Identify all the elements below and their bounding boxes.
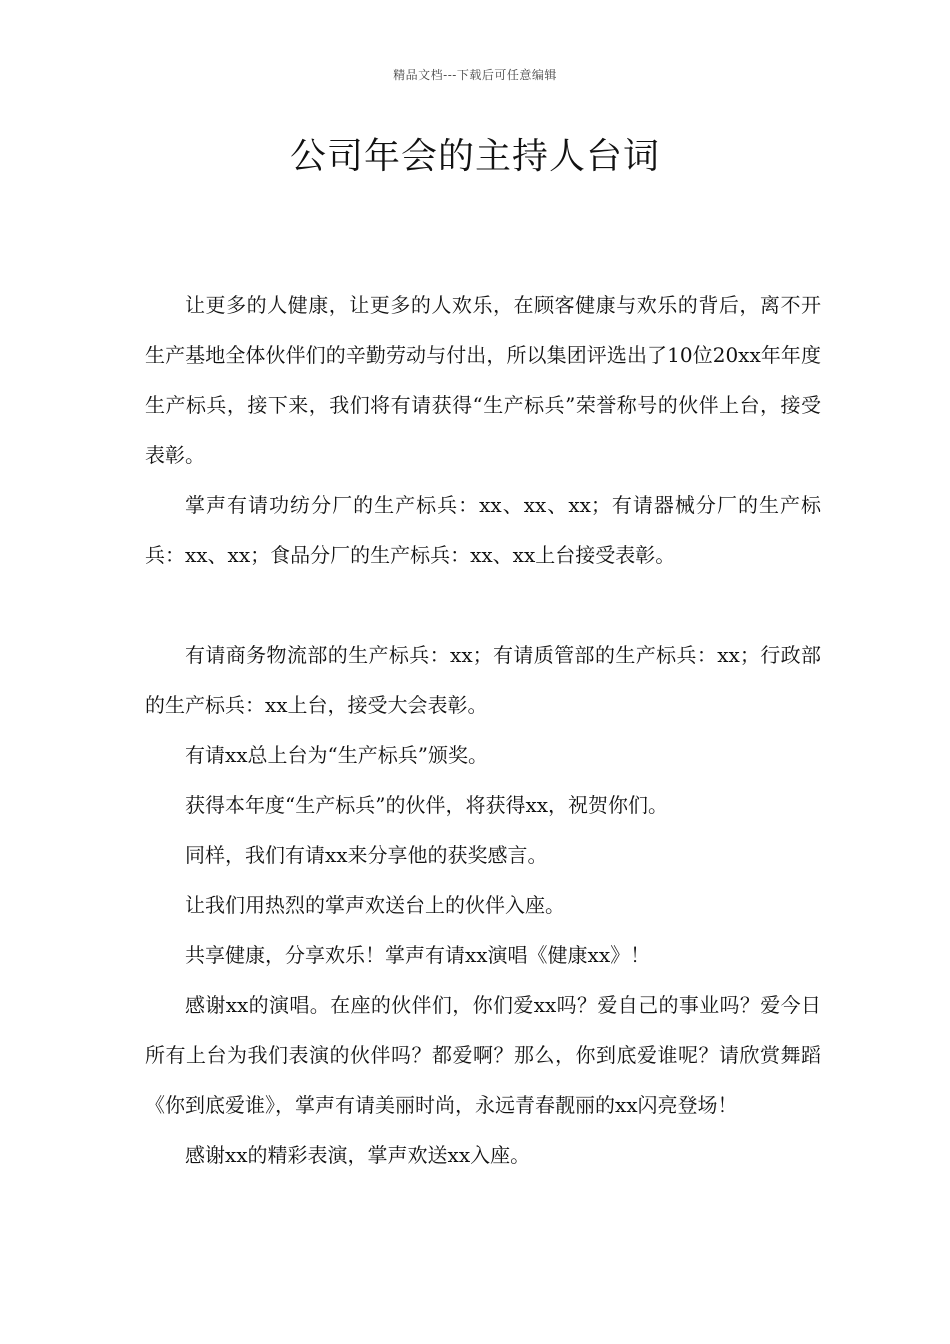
paragraph-presenter: 有请xx总上台为“生产标兵”颁奖。	[185, 743, 489, 767]
paragraph-textile-award: 掌声有请功纺分厂的生产标兵：xx、xx、xx；有请器械分厂的生产标兵：xx、xx；食品分厂的生产标兵：xx、xx上台接受表彰。	[145, 493, 821, 567]
paragraph-speech: 同样，我们有请xx来分享他的获奖感言。	[185, 843, 548, 867]
document-body	[145, 280, 821, 1180]
paragraph-thanks: 感谢xx的精彩表演，掌声欢送xx入座。	[185, 1143, 531, 1167]
document-title: 公司年会的主持人台词	[289, 136, 660, 177]
header-note: 精品文档---下载后可任意编辑	[393, 68, 557, 82]
paragraph-intro: 让更多的人健康，让更多的人欢乐，在顾客健康与欢乐的背后，离不开生产基地全体伙伴们的辛勤劳动与付出，所以集团评选出了10位20xx年年度生产标兵，接下来，我们将有请获得“生产标兵”荣誉称号的伙伴上台，接受表彰。	[145, 293, 821, 467]
paragraph-congrats: 获得本年度“生产标兵”的伙伴，将获得xx，祝贺你们。	[185, 793, 669, 817]
paragraph-send-off: 让我们用热烈的掌声欢送台上的伙伴入座。	[185, 893, 565, 917]
paragraph-dance: 感谢xx的演唱。在座的伙伴们，你们爱xx吗？爱自己的事业吗？爱今日所有上台为我们表演的伙伴吗？都爱啊？那么，你到底爱谁呢？请欣赏舞蹈《你到底爱谁》，掌声有请美丽时尚，永远青春靓丽的xx闪亮登场！	[145, 993, 821, 1117]
paragraph-logistics-award: 有请商务物流部的生产标兵：xx；有请质管部的生产标兵：xx；行政部的生产标兵：xx上台，接受大会表彰。	[145, 643, 821, 717]
paragraph-song: 共享健康，分享欢乐！掌声有请xx演唱《健康xx》！	[185, 943, 651, 967]
